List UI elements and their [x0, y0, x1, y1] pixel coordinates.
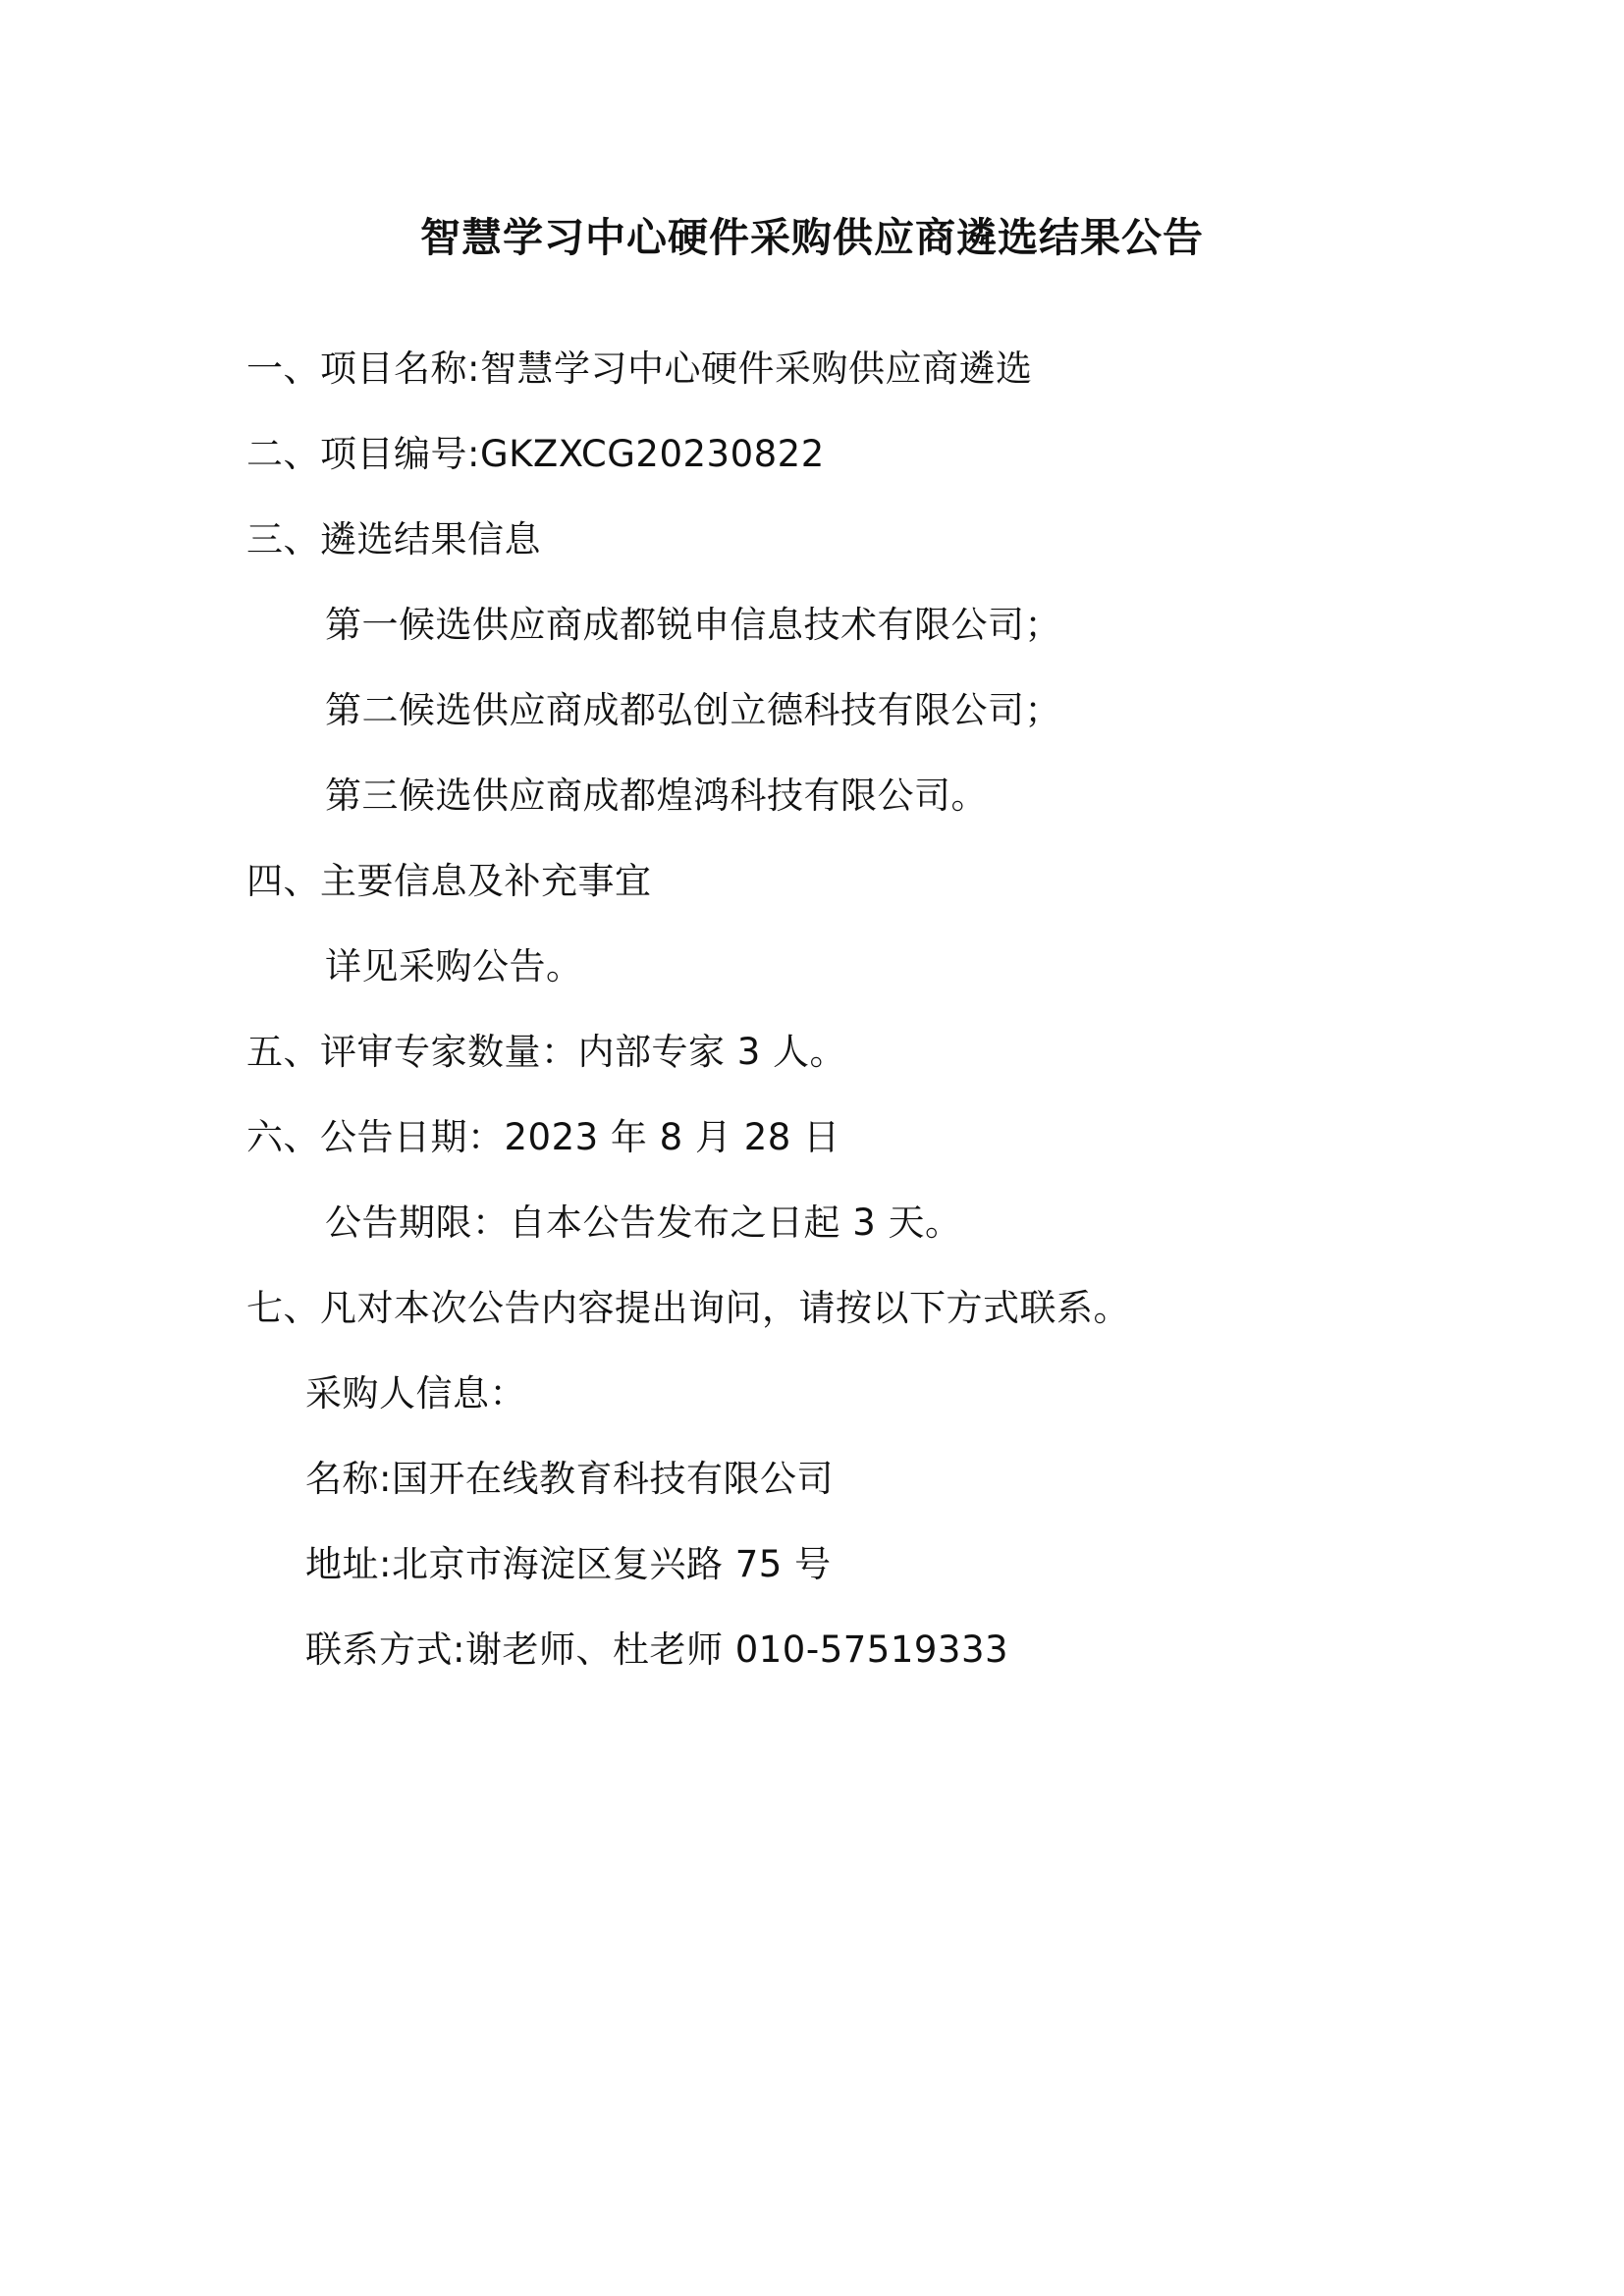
candidate-first: 第一候选供应商成都锐申信息技术有限公司；	[325, 604, 1061, 646]
main-info-detail: 详见采购公告。	[325, 945, 583, 988]
page-title: 智慧学习中心硬件采购供应商遴选结果公告	[420, 214, 1204, 261]
purchaser-contact: 联系方式:谢老师、杜老师 010-57519333	[305, 1629, 1009, 1671]
section-notice-date: 六、公告日期：2023 年 8 月 28 日	[246, 1116, 840, 1158]
candidate-third: 第三候选供应商成都煌鸿科技有限公司。	[325, 774, 988, 817]
purchaser-address: 地址:北京市海淀区复兴路 75 号	[305, 1543, 832, 1585]
notice-period: 公告期限：自本公告发布之日起 3 天。	[325, 1201, 962, 1244]
purchaser-name: 名称:国开在线教育科技有限公司	[305, 1458, 834, 1500]
candidate-second: 第二候选供应商成都弘创立德科技有限公司；	[325, 689, 1061, 731]
section-project-name: 一、项目名称:智慧学习中心硬件采购供应商遴选	[246, 347, 1033, 390]
purchaser-info-heading: 采购人信息：	[305, 1372, 526, 1415]
section-inquiry-contact: 七、凡对本次公告内容提出询问，请按以下方式联系。	[246, 1287, 1130, 1329]
section-selection-results: 三、遴选结果信息	[246, 518, 541, 561]
section-project-number: 二、项目编号:GKZXCG20230822	[246, 433, 825, 475]
section-main-info: 四、主要信息及补充事宜	[246, 860, 652, 902]
section-expert-count: 五、评审专家数量：内部专家 3 人。	[246, 1031, 847, 1073]
